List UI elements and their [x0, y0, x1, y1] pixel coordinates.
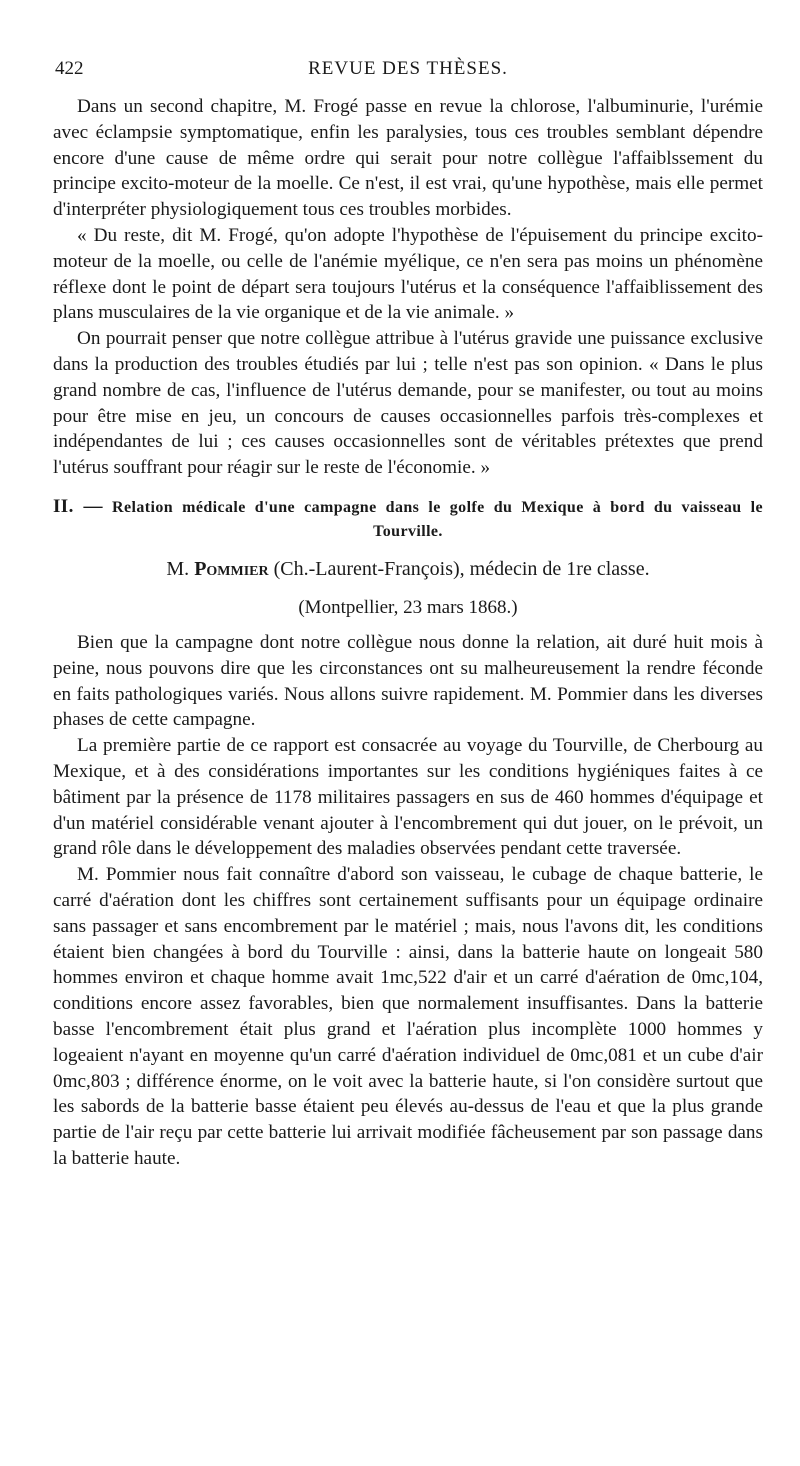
running-head: REVUE DES THÈSES. [308, 58, 508, 79]
author-prefix: M. [166, 557, 190, 580]
page-header [53, 58, 763, 84]
paragraph-batteries: M. Pommier nous fait connaître d'abord son vaisseau, le cubage de chaque batterie, le carré d'aération dont les chiffres sont certainement suffisants pour un équipage ordinaire sans passager et sans encombrement par le matériel ; mais, nous l'avons dit, les conditions étaient bien changées à bord du Tourville : ainsi, dans la batterie haute on longeait 580 hommes environ et chaque homme avait 1mc,522 d'air et un carré d'aération de 0mc,104, conditions encore assez favorables, bien que normalement insuffisantes. Dans la batterie basse l'encombrement était plus grand et l'aération plus incomplète 1000 hommes y logeaient n'ayant en moyenne qu'un carré d'aération individuel de 0mc,081 et un cube d'air 0mc,803 ; différence énorme, on le voit avec la batterie haute, si l'on considère surtout que les sabords de la batterie basse étaient peu élevés au-dessus de l'eau et que la plus grande partie de l'air reçu par cette batterie lui arrivait modifiée fâcheusement par son passage dans la batterie haute. [53, 864, 763, 1169]
paragraph-quote-froge: « Du reste, dit M. Frogé, qu'on adopte l'hypothèse de l'épuisement du principe excito-moteur de la moelle, ou celle de l'anémie myélique, ce n'en sera pas moins un phénomène réflexe dont le point de départ sera toujours l'utérus et la conséquence l'affaiblissement des plans musculaires de la vie organique et de la vie animale. » [53, 224, 763, 324]
thesis-date: (Montpellier, 23 mars 1868.) [298, 596, 518, 618]
section-title-text: Relation médicale d'une campagne dans le golfe du Mexique à bord du vaisseau le Tourville. [112, 498, 764, 540]
section-number: II. — [53, 495, 103, 517]
paragraph-voyage: La première partie de ce rapport est consacrée au voyage du Tourville, de Cherbourg au Mexique, et à des considérations importantes sur les conditions hygiéniques faites à ce bâtiment par la présence de 1178 militaires passagers en sus de 460 hommes d'équipage et d'un matériel considérable venant ajouter à l'encombrement qui dut jouer, on le prévoit, un grand rôle dans le développement des maladies observées pendant cette traversée. [53, 735, 763, 860]
paragraph-uterus-opinion: On pourrait penser que notre collègue attribue à l'utérus gravide une puissance exclusive dans la production des troubles étudiés par lui ; telle n'est pas son opinion. « Dans le plus grand nombre de cas, l'influence de l'utérus demande, pour se manifester, ou tout au moins pour être mise en jeu, un concours de causes occasionnelles parfois très-complexes et indépendantes de lui ; ces causes occasionnelles sont de véritables prétextes que prend l'utérus souffrant pour réagir sur le reste de l'économie. » [53, 328, 763, 479]
section-heading [53, 495, 763, 544]
author-line [53, 554, 763, 584]
author-details: (Ch.-Laurent-François), médecin de 1re classe. [273, 557, 650, 580]
author-name: Pommier [194, 557, 269, 580]
paragraph-chapter-summary: Dans un second chapitre, M. Frogé passe en revue la chlorose, l'albuminurie, l'urémie avec éclampsie symptomatique, enfin les paralysies, tous ces troubles semblant dépendre encore d'une cause de même ordre qui serait pour notre collègue l'affaiblssement du principe excito-moteur de la moelle. Ce n'est, il est vrai, qu'une hypothèse, mais elle permet d'interpréter physiologiquement tous ces troubles morbides. [53, 96, 763, 221]
paragraph-campaign-intro: Bien que la campagne dont notre collègue nous donne la relation, ait duré huit mois à peine, nous pouvons dire que les circonstances ont su malheureusement la rendre féconde en faits pathologiques variés. Nous allons suivre rapidement. M. Pommier dans les diverses phases de cette campagne. [53, 631, 763, 731]
document-page [53, 58, 763, 1172]
page-number: 422 [55, 58, 84, 79]
